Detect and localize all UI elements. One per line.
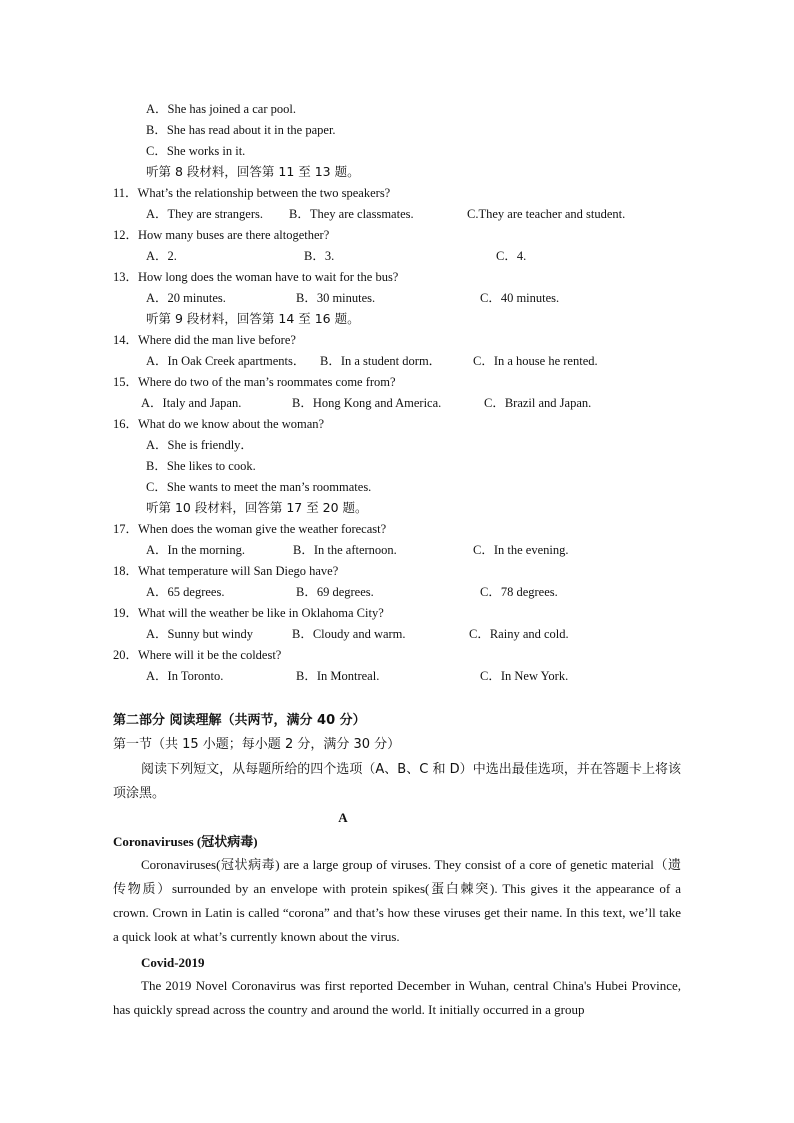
q15-option-a: A．Italy and Japan. <box>141 396 242 410</box>
q18-option-a: A．65 degrees. <box>146 585 225 599</box>
passage-title: Coronaviruses (冠状病毒) <box>113 834 258 849</box>
section-10-instruction: 听第 10 段材料，回答第 17 至 20 题。 <box>146 500 368 515</box>
q20-option-c: C．In New York. <box>480 669 569 683</box>
q18-stem: 18．What temperature will San Diego have? <box>113 564 339 578</box>
q20-stem: 20．Where will it be the coldest? <box>113 648 282 662</box>
q11-stem: 11．What’s the relationship between the two speakers? <box>113 186 391 200</box>
q12-option-a: A．2. <box>146 249 177 263</box>
section-one-title: 第一节（共 15 小题；每小题 2 分，满分 30 分） <box>113 737 401 752</box>
q13-stem: 13．How long does the woman have to wait for the bus? <box>113 270 399 284</box>
q14-option-a: A．In Oak Creek apartments． <box>146 354 306 368</box>
q13-option-b: B．30 minutes. <box>296 291 376 305</box>
q17-option-a: A．In the morning. <box>146 543 245 557</box>
q16-stem: 16．What do we know about the woman? <box>113 417 325 431</box>
paragraph-2-text: The 2019 Novel Coronavirus was first reported December in Wuhan, central China's Hubei Province, has quickly spread across the country and around the world. It initially occurred in a group <box>113 978 681 1017</box>
q16-option-a: A．She is friendly． <box>146 438 253 452</box>
q16-option-b: B．She likes to cook. <box>146 459 256 473</box>
q20-option-b: B．In Montreal. <box>296 669 380 683</box>
section-9-instruction: 听第 9 段材料，回答第 14 至 16 题。 <box>146 311 360 326</box>
paragraph-2 <box>113 974 681 1022</box>
q10-option-c: C．She works in it. <box>146 144 246 158</box>
q19-option-b: B．Cloudy and warm. <box>292 627 406 641</box>
q14-stem: 14．Where did the man live before? <box>113 333 296 347</box>
q15-option-c: C．Brazil and Japan. <box>484 396 592 410</box>
q19-option-c: C．Rainy and cold. <box>469 627 569 641</box>
paragraph-1 <box>113 853 681 949</box>
q16-option-c: C．She wants to meet the man’s roommates. <box>146 480 372 494</box>
q13-option-a: A．20 minutes. <box>146 291 226 305</box>
reading-instructions <box>113 758 681 806</box>
subheading-covid: Covid-2019 <box>141 955 205 970</box>
part-two-title: 第二部分 阅读理解（共两节，满分 40 分） <box>113 713 366 728</box>
q18-option-c: C．78 degrees. <box>480 585 558 599</box>
q13-option-c: C．40 minutes. <box>480 291 560 305</box>
q15-stem: 15．Where do two of the man’s roommates come from? <box>113 375 396 389</box>
q10-option-b: B．She has read about it in the paper. <box>146 123 336 137</box>
passage-letter: A <box>338 810 348 825</box>
q11-option-b: B．They are classmates. <box>289 207 414 221</box>
q18-option-b: B．69 degrees. <box>296 585 374 599</box>
q19-stem: 19．What will the weather be like in Oklahoma City? <box>113 606 384 620</box>
q14-option-b: B．In a student dorm． <box>320 354 442 368</box>
q11-option-a: A．They are strangers. <box>146 207 263 221</box>
q11-option-c: C.They are teacher and student. <box>467 207 626 221</box>
q12-option-c: C．4. <box>496 249 527 263</box>
q12-stem: 12．How many buses are there altogether? <box>113 228 330 242</box>
section-8-instruction: 听第 8 段材料，回答第 11 至 13 题。 <box>146 164 360 179</box>
q14-option-c: C．In a house he rented. <box>473 354 598 368</box>
q15-option-b: B．Hong Kong and America. <box>292 396 442 410</box>
q20-option-a: A．In Toronto. <box>146 669 224 683</box>
q12-option-b: B．3. <box>304 249 335 263</box>
reading-instructions-text: 阅读下列短文，从每题所给的四个选项（A、B、C 和 D）中选出最佳选项，并在答题卡上将该项涂黑。 <box>113 762 681 801</box>
q17-stem: 17．When does the woman give the weather forecast? <box>113 522 387 536</box>
paragraph-1-text: Coronaviruses(冠状病毒) are a large group of viruses. They consist of a core of genetic material（遗传物质）surrounded by an envelope with protein spikes(蛋白棘突). This gives it the appearance of a crown. Crown in Latin is called “corona” and that’s how these viruses get their name. In this text, we’ll take a quick look at what’s currently known about the virus. <box>113 857 681 944</box>
q17-option-b: B．In the afternoon. <box>293 543 397 557</box>
q17-option-c: C．In the evening. <box>473 543 569 557</box>
q10-option-a: A．She has joined a car pool. <box>146 102 296 116</box>
q19-option-a: A．Sunny but windy <box>146 627 253 641</box>
